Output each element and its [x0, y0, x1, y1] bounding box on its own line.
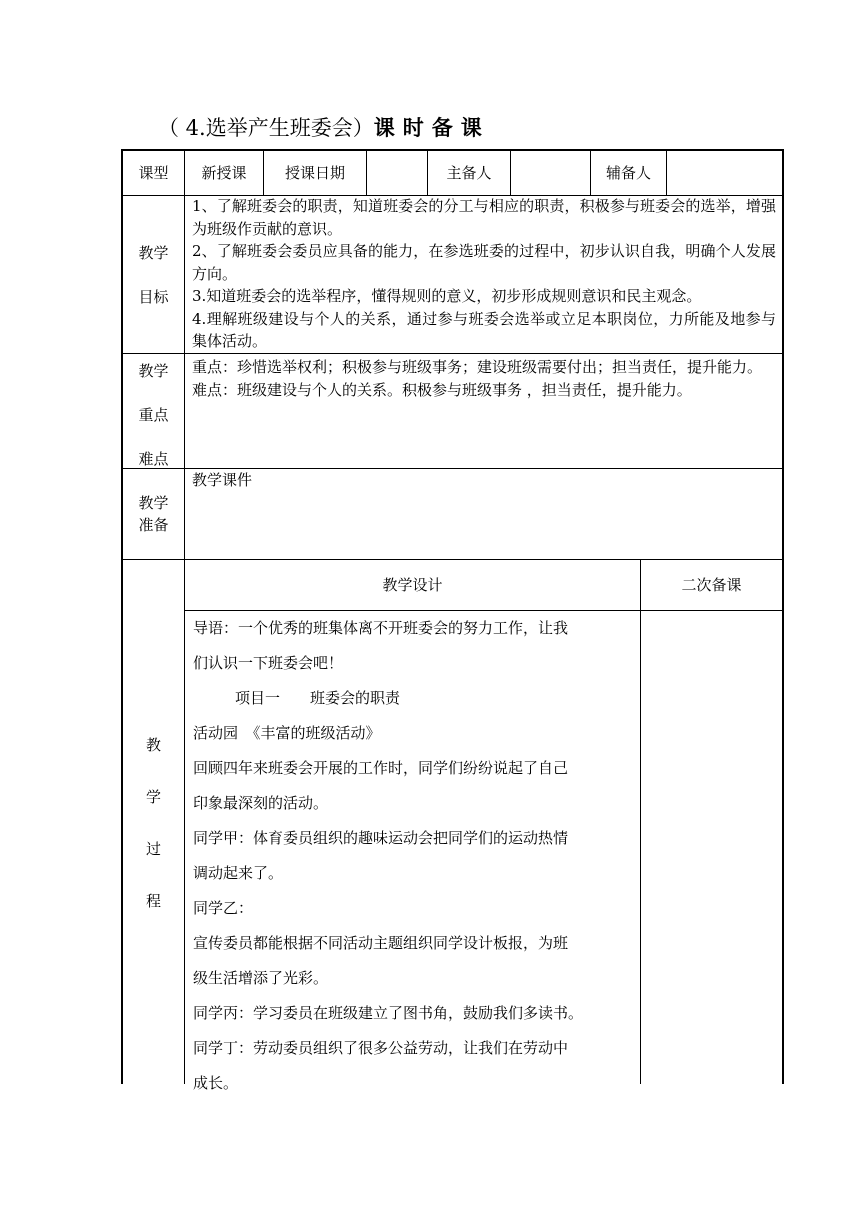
- key-points-label-line: 重点: [138, 406, 169, 424]
- type-label: 课型: [138, 164, 169, 182]
- lesson-line: 调动起来了。: [193, 864, 284, 882]
- lesson-line: 同学丁：劳动委员组织了很多公益劳动，让我们在劳动中: [193, 1039, 569, 1057]
- second-prep-header: 二次备课: [681, 576, 742, 594]
- goals-label: [123, 196, 184, 353]
- lesson-line: 同学丙：学习委员在班级建立了图书角，鼓励我们多读书。: [193, 1004, 584, 1022]
- table-col-line: [184, 149, 185, 1084]
- key-points-label: [123, 354, 184, 468]
- preparation-label: [123, 469, 184, 559]
- preparation-label-line: 准备: [138, 516, 169, 534]
- lesson-line: 印象最深刻的活动。: [193, 794, 329, 812]
- lesson-line: 成长。: [193, 1074, 239, 1092]
- title-prefix: （ 4.选举产生班委会）: [158, 116, 374, 140]
- key-points-content: [192, 356, 776, 401]
- process-label-char: 程: [145, 892, 161, 910]
- lead-value[interactable]: [511, 151, 590, 195]
- lesson-line: 宣传委员都能根据不同活动主题组织同学设计板报，为班: [193, 934, 569, 952]
- date-label: 授课日期: [284, 164, 345, 182]
- lesson-line: 们认识一下班委会吧！: [193, 654, 344, 672]
- goals-label-line: 目标: [138, 287, 169, 306]
- design-header: 教学设计: [382, 576, 443, 594]
- page-title: [158, 113, 490, 143]
- goals-content: [192, 195, 776, 353]
- goal-item: 3.知道班委会的选举程序，懂得规则的意义，初步形成规则意识和民主观念。: [192, 287, 702, 305]
- title-suffix: 课时备课: [373, 115, 490, 140]
- lesson-line: 活动园 《丰富的班级活动》: [193, 724, 381, 742]
- preparation-content: 教学课件: [192, 471, 253, 489]
- lesson-plan-table: [121, 149, 784, 1092]
- process-label-char: 教: [145, 736, 161, 754]
- lesson-design-content: [193, 611, 637, 1101]
- lead-label: 主备人: [446, 164, 492, 182]
- lesson-line: 项目一 班委会的职责: [235, 689, 401, 707]
- key-points-label-line: 难点: [138, 450, 169, 468]
- lesson-line: 回顾四年来班委会开展的工作时，同学们纷纷说起了自己: [193, 759, 569, 777]
- process-label-char: 过: [145, 840, 161, 858]
- lesson-line: 导语：一个优秀的班集体离不开班委会的努力工作，让我: [193, 619, 569, 637]
- key-points-label-line: 教学: [138, 362, 169, 380]
- assist-value[interactable]: [667, 151, 782, 195]
- lesson-line: 同学乙：: [193, 899, 254, 917]
- goal-item: 4.理解班级建设与个人的关系，通过参与班委会选举或立足本职岗位，力所能及地参与集体活动。: [192, 309, 776, 350]
- key-point-item: 难点：班级建设与个人的关系。积极参与班级事务 ，担当责任，提升能力。: [192, 380, 692, 399]
- process-label: [123, 734, 184, 914]
- date-value[interactable]: [367, 151, 427, 195]
- table-border-right: [782, 149, 784, 1084]
- goal-item: 1、了解班委会的职责，知道班委会的分工与相应的职责，积极参与班委会的选举，增强为班级作贡献的意识。: [192, 197, 776, 238]
- table-row-line: [121, 353, 784, 354]
- lesson-line: 级生活增添了光彩。: [193, 969, 329, 987]
- second-prep-content[interactable]: [641, 611, 782, 1084]
- lesson-line: 同学甲：体育委员组织的趣味运动会把同学们的运动热情: [193, 829, 569, 847]
- goal-item: 2、了解班委会委员应具备的能力，在参选班委的过程中，初步认识自我，明确个人发展方向。: [192, 242, 776, 283]
- goals-label-line: 教学: [138, 243, 169, 262]
- key-point-item: 重点：珍惜选举权利；积极参与班级事务；建设班级需要付出；担当责任，提升能力。: [192, 358, 763, 376]
- type-value: 新授课: [201, 164, 247, 182]
- preparation-label-line: 教学: [138, 494, 169, 512]
- assist-label: 辅备人: [605, 164, 651, 182]
- process-label-char: 学: [145, 788, 161, 806]
